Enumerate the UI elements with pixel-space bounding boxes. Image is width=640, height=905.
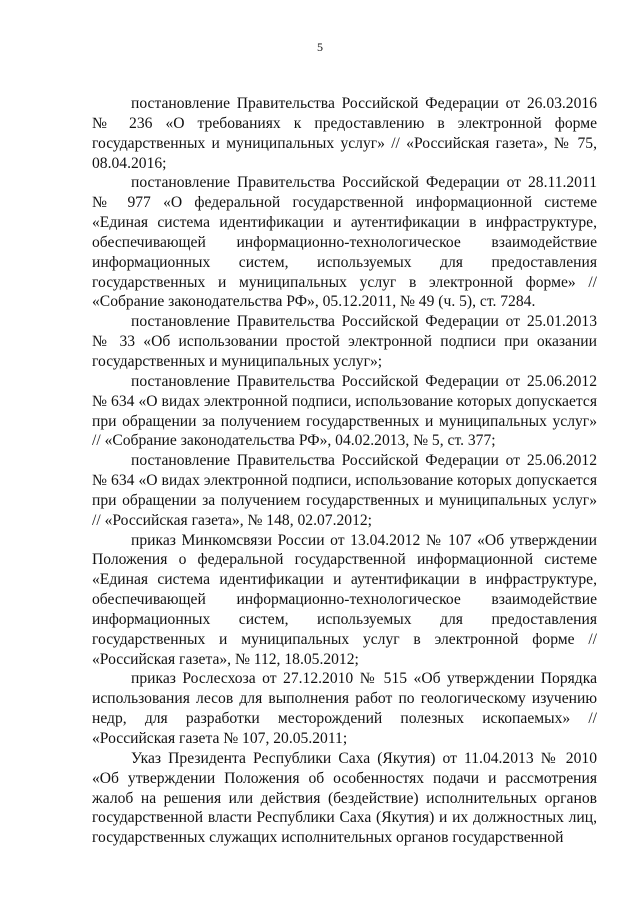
paragraph-resolution-634-sobranie: постановление Правительства Российской Федерации от 25.06.2012 № 634 «О видах электронной подписи, использование которых допускается при обращении за получением государственных и муниципальных услуг» // «Собрание законодательства РФ», 04.02.2013, № 5, ст. 377; — [92, 372, 597, 450]
paragraph-resolution-977: постановление Правительства Российской Федерации от 28.11.2011 № 977 «О федеральной государственной информационной системе «Единая система идентификации и аутентификации в инфраструктуре, обеспечивающей информационно-технологическое взаимодействие информационных систем, используемых для предоставления государственных и муниципальных услуг в электронной форме» // «Собрание законодательства РФ», 05.12.2011, № 49 (ч. 5), ст. 7284. — [92, 174, 597, 311]
paragraph-order-rosleshoz-515: приказ Рослесхоза от 27.12.2010 № 515 «Об утверждении Порядка использования лесов для выполнения работ по геологическому изучению недр, для разработки месторождений полезных ископаемых» // «Российская газета № 107, 20.05.2011; — [92, 670, 597, 747]
paragraph-order-minkomsvyazi-107: приказ Минкомсвязи России от 13.04.2012 № 107 «Об утверждении Положения о федеральной государственной информационной системе «Единая система идентификации и аутентификации в инфраструктуре, обеспечивающей информационно-технологическое взаимодействие информационных систем, используемых для предоставления государственных и муниципальных услуг в электронной форме // «Российская газета», № 112, 18.05.2012; — [92, 531, 597, 668]
paragraph-resolution-33: постановление Правительства Российской Федерации от 25.01.2013 № 33 «Об использовании простой электронной подписи при оказании государственных и муниципальных услуг»; — [92, 313, 597, 370]
paragraph-resolution-634-gazeta: постановление Правительства Российской Федерации от 25.06.2012 № 634 «О видах электронной подписи, использование которых допускается при обращении за получением государственных и муниципальных услуг» // «Российская газета», № 148, 02.07.2012; — [92, 452, 597, 529]
document-body — [92, 94, 597, 848]
paragraph-decree-2010: Указ Президента Республики Саха (Якутия) от 11.04.2013 № 2010 «Об утверждении Положения об особенностях подачи и рассмотрения жалоб на решения или действия (бездействие) исполнительных органов государственной власти Республики Саха (Якутия) и их должностных лиц, государственных служащих исполнительных органов государственной — [92, 749, 597, 847]
paragraph-resolution-236: постановление Правительства Российской Федерации от 26.03.2016 № 236 «О требованиях к предоставлению в электронной форме государственных и муниципальных услуг» // «Российская газета», № 75, 08.04.2016; — [92, 95, 597, 172]
page-number: 5 — [317, 40, 323, 54]
